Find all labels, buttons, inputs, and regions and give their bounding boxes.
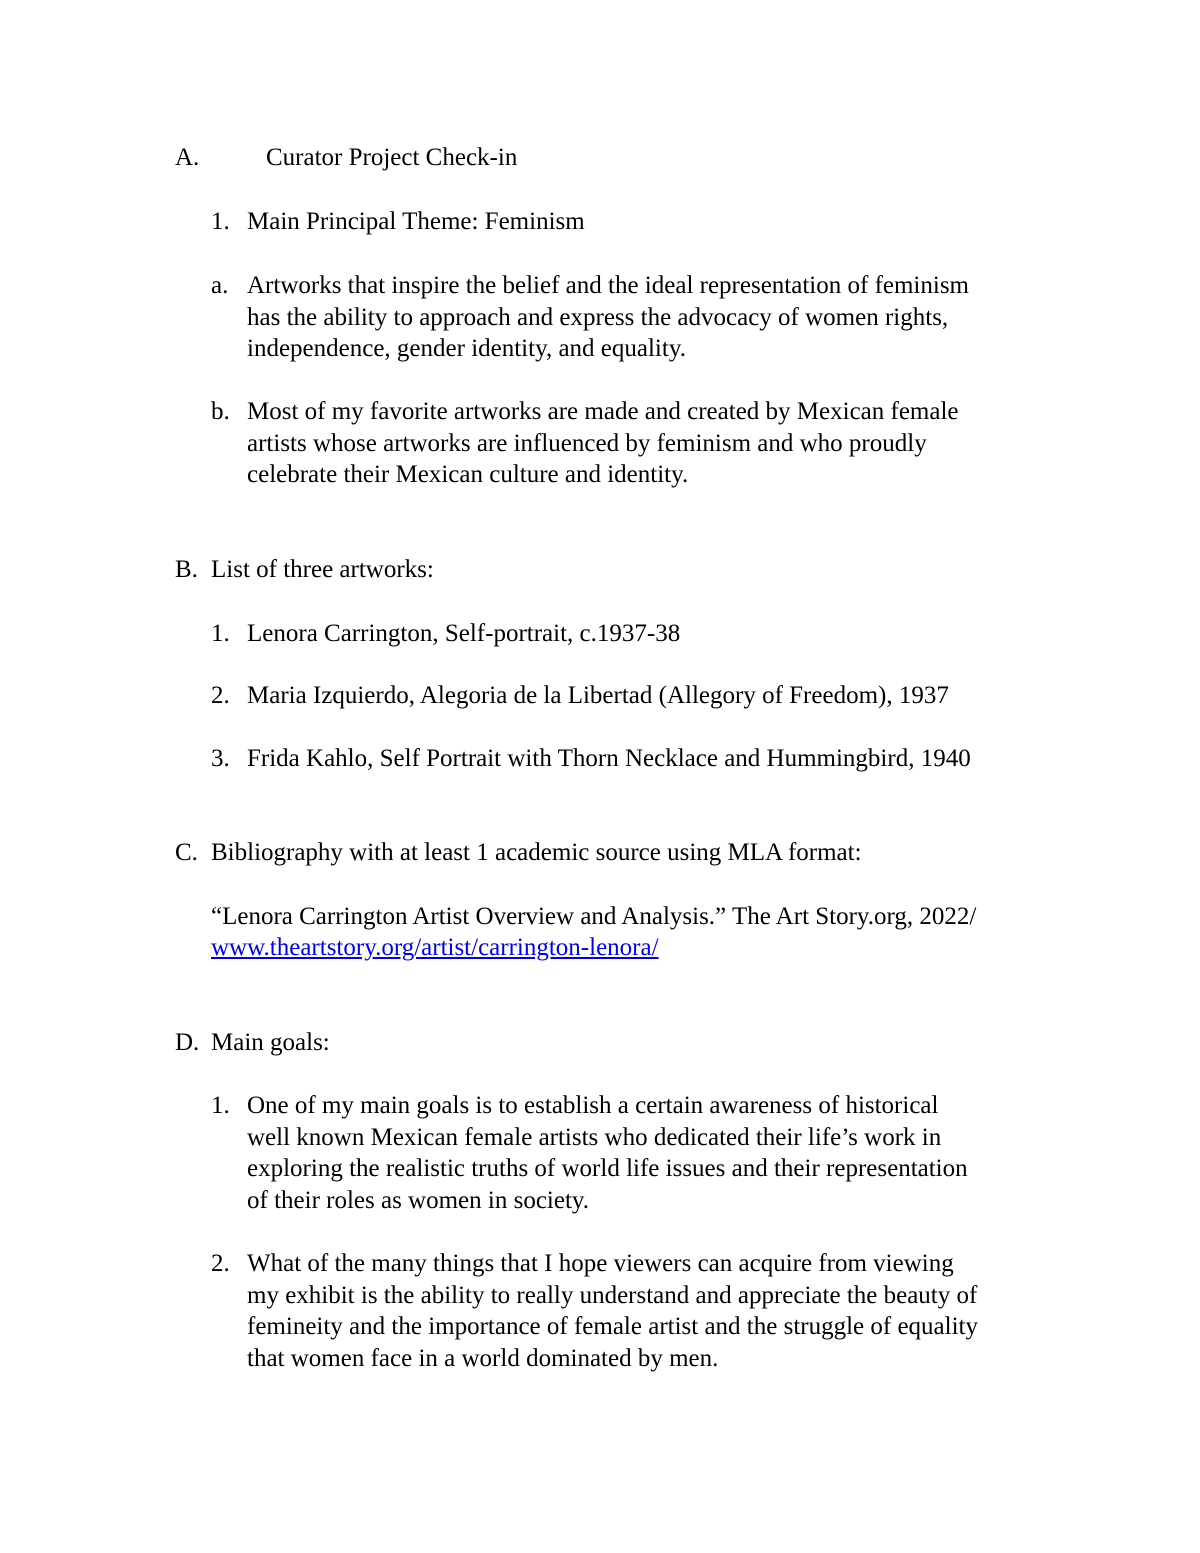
sub-a-paragraph [247,270,969,365]
goal-2-line: femineity and the importance of female artist and the struggle of equality [247,1313,978,1340]
artwork-marker: 3. [211,745,230,772]
sub-a-marker: a. [211,272,229,299]
citation-text: “Lenora Carrington Artist Overview and Analysis.” The Art Story.org, 2022/ [211,903,977,930]
section-b-marker: B. [175,556,198,583]
sub-b-line: Most of my favorite artworks are made and created by Mexican female [247,398,959,425]
goal-1-line: of their roles as women in society. [247,1186,590,1214]
goal-1-marker: 1. [211,1092,230,1119]
sub-b-line: artists whose artworks are influenced by feminism and who proudly [247,429,927,457]
goal-1-paragraph [247,1090,968,1216]
goal-1-line: well known Mexican female artists who dedicated their life’s work in [247,1123,942,1151]
goal-2-paragraph [247,1248,978,1374]
artwork-marker: 1. [211,620,230,647]
sub-b-marker: b. [211,398,230,425]
goal-2-line: that women face in a world dominated by men. [247,1344,719,1372]
goal-2-line: my exhibit is the ability to really understand and appreciate the beauty of [247,1281,978,1309]
goal-2-marker: 2. [211,1250,230,1277]
sub-a-line: has the ability to approach and express the advocacy of women rights, [247,303,949,331]
sub-b-line: celebrate their Mexican culture and identity. [247,461,689,488]
theme-text: Main Principal Theme: Feminism [247,208,585,235]
goal-2-line: What of the many things that I hope viewers can acquire from viewing [247,1250,954,1277]
artwork-item: Maria Izquierdo, Alegoria de la Libertad (Allegory of Freedom), 1937 [247,682,949,709]
section-a-marker: A. [175,144,200,171]
section-a-title: Curator Project Check-in [266,144,518,171]
section-d-marker: D. [175,1029,200,1056]
artwork-item: Lenora Carrington, Self-portrait, c.1937-38 [247,620,681,647]
sub-a-line: independence, gender identity, and equality. [247,335,686,362]
artwork-item: Frida Kahlo, Self Portrait with Thorn Necklace and Hummingbird, 1940 [247,745,971,772]
goal-1-line: exploring the realistic truths of world life issues and their representation [247,1155,968,1182]
section-c-title: Bibliography with at least 1 academic source using MLA format: [211,839,862,866]
section-b-title: List of three artworks: [211,556,434,583]
section-c-marker: C. [175,839,198,866]
sub-b-paragraph [247,396,959,491]
sub-a-line: Artworks that inspire the belief and the ideal representation of feminism [247,272,969,299]
section-d-title: Main goals: [211,1029,330,1056]
goal-1-line: One of my main goals is to establish a certain awareness of historical [247,1092,939,1119]
artwork-marker: 2. [211,682,230,709]
theme-marker: 1. [211,208,230,235]
citation-link[interactable]: www.theartstory.org/artist/carrington-lenora/ [211,934,659,961]
citation-link-wrapper [211,932,659,964]
